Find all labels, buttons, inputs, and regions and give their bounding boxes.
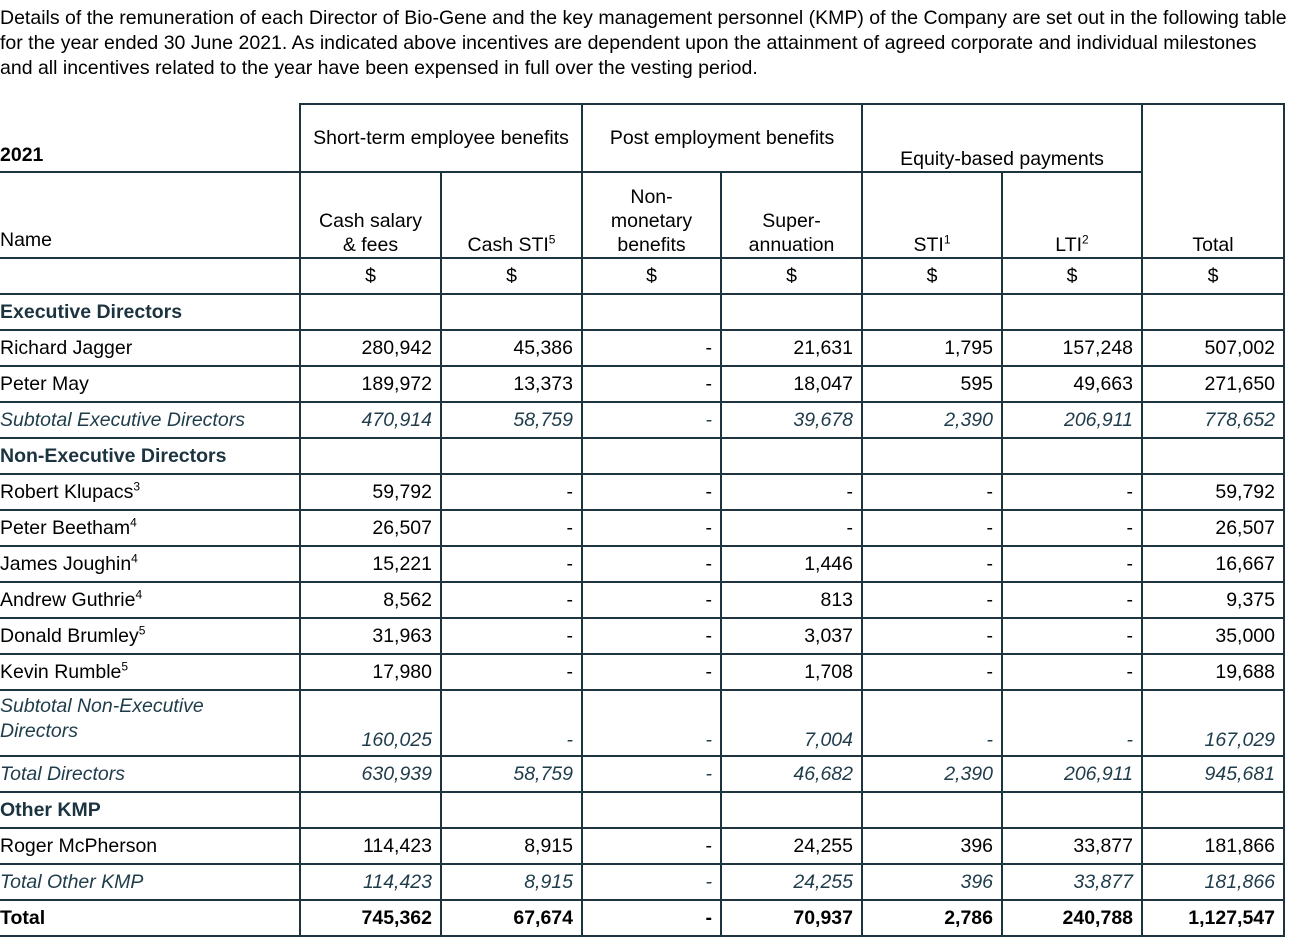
value-cell: - [862,546,1002,582]
grand-total-row-name [0,900,300,936]
value-cell: 17,980 [300,654,441,690]
header-currency-row [0,258,1284,294]
value-cell: 2,390 [862,402,1002,438]
group-post-employment: Post employment benefits [582,104,862,172]
nonexec-row-name [0,474,300,510]
header-column-row [0,172,1284,258]
value-cell: 39,678 [721,402,862,438]
value-cell: 8,562 [300,582,441,618]
currency-symbol: $ [1002,258,1142,294]
col-sti-header-text: STI [913,234,944,256]
value-cell: - [582,546,721,582]
value-cell: - [862,654,1002,690]
value-cell: - [582,474,721,510]
empty-cell [862,294,1002,330]
kmp-total-row-name-text: Total Other KMP [0,870,144,893]
col-super-header-text: Super-annuation [748,210,835,256]
nonexec-row [0,618,1284,654]
empty-cell [1002,792,1142,828]
value-cell: 33,877 [1002,864,1142,900]
value-cell: 59,792 [1142,474,1284,510]
value-cell: 595 [862,366,1002,402]
nonexec-row-name [0,582,300,618]
col-non-monetary-header-text: Non-monetary benefits [610,186,693,256]
empty-cell [582,792,721,828]
value-cell: 15,221 [300,546,441,582]
year-label: 2021 [0,104,300,172]
col-sti-header-footnote: 1 [943,232,951,247]
value-cell: 58,759 [441,756,582,792]
section-non-executive-directors-label: Non-Executive Directors [0,438,300,474]
nonexec-row [0,510,1284,546]
empty-cell [582,438,721,474]
exec-row [0,366,1284,402]
value-cell: - [441,546,582,582]
value-cell: 45,386 [441,330,582,366]
col-non-monetary-header [582,172,721,258]
currency-symbol: $ [1142,258,1284,294]
nonexec-row [0,546,1284,582]
value-cell: - [582,756,721,792]
section-other-kmp-label: Other KMP [0,792,300,828]
exec-row-name [0,330,300,366]
value-cell: 396 [862,828,1002,864]
value-cell: - [862,690,1002,756]
value-cell: - [862,582,1002,618]
value-cell: - [582,900,721,936]
value-cell: 181,866 [1142,864,1284,900]
value-cell: 813 [721,582,862,618]
value-cell: - [582,828,721,864]
nonexec-row-name-text: Peter Beetham [0,516,131,539]
empty-cell [862,792,1002,828]
value-cell: - [862,474,1002,510]
value-cell: 26,507 [300,510,441,546]
kmp-row-name [0,828,300,864]
kmp-total-row-name [0,864,300,900]
empty-cell [441,792,582,828]
value-cell: - [721,510,862,546]
grand-total-row-name-text: Total [0,906,46,929]
exec-subtotal-row-name [0,402,300,438]
value-cell: 19,688 [1142,654,1284,690]
nonexec-row-name-text: Kevin Rumble [0,660,122,683]
col-super-header [721,172,862,258]
empty-cell [300,792,441,828]
col-cash-salary-header-text: Cash salary & fees [319,210,422,256]
exec-subtotal-row-name-text: Subtotal Executive Directors [0,408,245,431]
nonexec-subtotal-row-name [0,690,300,756]
value-cell: - [582,618,721,654]
value-cell: 157,248 [1002,330,1142,366]
value-cell: - [441,510,582,546]
section-non-executive-directors [0,438,1284,474]
header-group-row [0,104,1284,172]
nonexec-row [0,582,1284,618]
col-total-header-text: Total [1192,234,1234,256]
nonexec-row-name-text: Robert Klupacs [0,480,134,503]
value-cell: 630,939 [300,756,441,792]
section-executive-directors [0,294,1284,330]
group-short-term: Short-term employee benefits [300,104,582,172]
col-lti-header [1002,172,1142,258]
value-cell: - [441,690,582,756]
group-equity: Equity-based payments [862,104,1142,172]
empty-cell [721,438,862,474]
value-cell: 16,667 [1142,546,1284,582]
col-lti-header-footnote: 2 [1082,232,1089,247]
total-directors-row-name-text: Total Directors [0,762,125,785]
value-cell: 46,682 [721,756,862,792]
exec-subtotal-row [0,402,1284,438]
kmp-total-row [0,864,1284,900]
value-cell: 114,423 [300,828,441,864]
empty-cell [300,294,441,330]
value-cell: 3,037 [721,618,862,654]
col-cash-sti-header-footnote: 5 [548,232,556,247]
value-cell: 7,004 [721,690,862,756]
currency-symbol: $ [862,258,1002,294]
value-cell: 280,942 [300,330,441,366]
nonexec-row-name [0,546,300,582]
currency-symbol: $ [441,258,582,294]
value-cell: 70,937 [721,900,862,936]
value-cell: 160,025 [300,690,441,756]
value-cell: - [1002,618,1142,654]
empty-cell [1142,792,1284,828]
empty-cell [721,294,862,330]
value-cell: 778,652 [1142,402,1284,438]
value-cell: 240,788 [1002,900,1142,936]
nonexec-row-name-text: Andrew Guthrie [0,588,136,611]
col-cash-salary-header [300,172,441,258]
nonexec-row-name [0,654,300,690]
nonexec-row-footnote: 4 [131,551,138,565]
value-cell: 945,681 [1142,756,1284,792]
value-cell: - [441,654,582,690]
nonexec-subtotal-row-name-line2: Directors [0,720,79,742]
value-cell: 470,914 [300,402,441,438]
value-cell: 67,674 [441,900,582,936]
value-cell: - [582,864,721,900]
value-cell: - [1002,582,1142,618]
nonexec-row [0,654,1284,690]
value-cell: - [721,474,862,510]
value-cell: 24,255 [721,828,862,864]
value-cell: - [862,510,1002,546]
col-total-header [1142,172,1284,258]
exec-row-name-text: Peter May [0,372,89,395]
nonexec-row-name [0,510,300,546]
section-other-kmp [0,792,1284,828]
value-cell: - [582,690,721,756]
value-cell: - [1002,510,1142,546]
value-cell: 35,000 [1142,618,1284,654]
value-cell: 745,362 [300,900,441,936]
value-cell: - [582,654,721,690]
value-cell: 33,877 [1002,828,1142,864]
value-cell: - [441,618,582,654]
nonexec-row-footnote: 3 [133,479,141,493]
remuneration-table [0,103,1285,937]
value-cell: 206,911 [1002,756,1142,792]
empty-cell [582,294,721,330]
nonexec-row-name-text: James Joughin [0,552,132,575]
grand-total-row [0,900,1284,936]
empty-cell [1002,438,1142,474]
empty-cell [300,438,441,474]
exec-row [0,330,1284,366]
kmp-row [0,828,1284,864]
value-cell: 9,375 [1142,582,1284,618]
kmp-row-name-text: Roger McPherson [0,834,158,857]
currency-symbol: $ [582,258,721,294]
value-cell: 2,786 [862,900,1002,936]
value-cell: - [1002,546,1142,582]
value-cell: 21,631 [721,330,862,366]
value-cell: 26,507 [1142,510,1284,546]
nonexec-row-footnote: 4 [135,587,143,601]
section-executive-directors-label: Executive Directors [0,294,300,330]
value-cell: - [582,510,721,546]
nonexec-subtotal-row [0,690,1284,756]
col-lti-header-text: LTI [1055,234,1083,256]
currency-blank [0,258,300,294]
value-cell: - [582,402,721,438]
value-cell: 13,373 [441,366,582,402]
value-cell: 271,650 [1142,366,1284,402]
value-cell: 59,792 [300,474,441,510]
value-cell: 58,759 [441,402,582,438]
value-cell: 114,423 [300,864,441,900]
value-cell: 181,866 [1142,828,1284,864]
nonexec-row-footnote: 5 [121,659,129,673]
value-cell: 8,915 [441,864,582,900]
currency-symbol: $ [721,258,862,294]
value-cell: - [1002,690,1142,756]
value-cell: 31,963 [300,618,441,654]
intro-paragraph: Details of the remuneration of each Director of Bio-Gene and the key management personnel (KMP) of the Company are set out in the following table for the year ended 30 June 2021. As indicated above incentives are dependent upon the attainment of agreed corporate and individual milestones and all incentives related to the year have been expensed in full over the vesting period. [0,7,1287,79]
empty-cell [1142,294,1284,330]
nonexec-row-footnote: 4 [130,515,137,529]
value-cell: 8,915 [441,828,582,864]
header-total-top [1142,104,1284,172]
value-cell: 167,029 [1142,690,1284,756]
value-cell: 49,663 [1002,366,1142,402]
value-cell: 396 [862,864,1002,900]
value-cell: - [582,330,721,366]
nonexec-row-name [0,618,300,654]
value-cell: 2,390 [862,756,1002,792]
col-cash-sti-header [441,172,582,258]
col-cash-sti-header-text: Cash STI [467,234,549,256]
empty-cell [1142,438,1284,474]
col-name-header-text: Name [0,229,53,251]
exec-row-name-text: Richard Jagger [0,336,133,359]
col-sti-header [862,172,1002,258]
total-directors-row-name [0,756,300,792]
empty-cell [441,438,582,474]
value-cell: 1,708 [721,654,862,690]
value-cell: 206,911 [1002,402,1142,438]
total-directors-row [0,756,1284,792]
col-name-header [0,172,300,258]
nonexec-row-footnote: 5 [138,623,146,637]
value-cell: - [1002,654,1142,690]
value-cell: 1,795 [862,330,1002,366]
value-cell: - [862,618,1002,654]
value-cell: - [441,582,582,618]
empty-cell [1002,294,1142,330]
currency-symbol: $ [300,258,441,294]
value-cell: - [582,582,721,618]
value-cell: - [441,474,582,510]
value-cell: 1,127,547 [1142,900,1284,936]
empty-cell [862,438,1002,474]
value-cell: 18,047 [721,366,862,402]
value-cell: 189,972 [300,366,441,402]
empty-cell [721,792,862,828]
exec-row-name [0,366,300,402]
value-cell: - [582,366,721,402]
empty-cell [441,294,582,330]
nonexec-row-name-text: Donald Brumley [0,624,139,647]
value-cell: 507,002 [1142,330,1284,366]
value-cell: 1,446 [721,546,862,582]
value-cell: - [1002,474,1142,510]
nonexec-row [0,474,1284,510]
nonexec-subtotal-row-name-line1: Subtotal Non-Executive [0,695,204,717]
value-cell: 24,255 [721,864,862,900]
